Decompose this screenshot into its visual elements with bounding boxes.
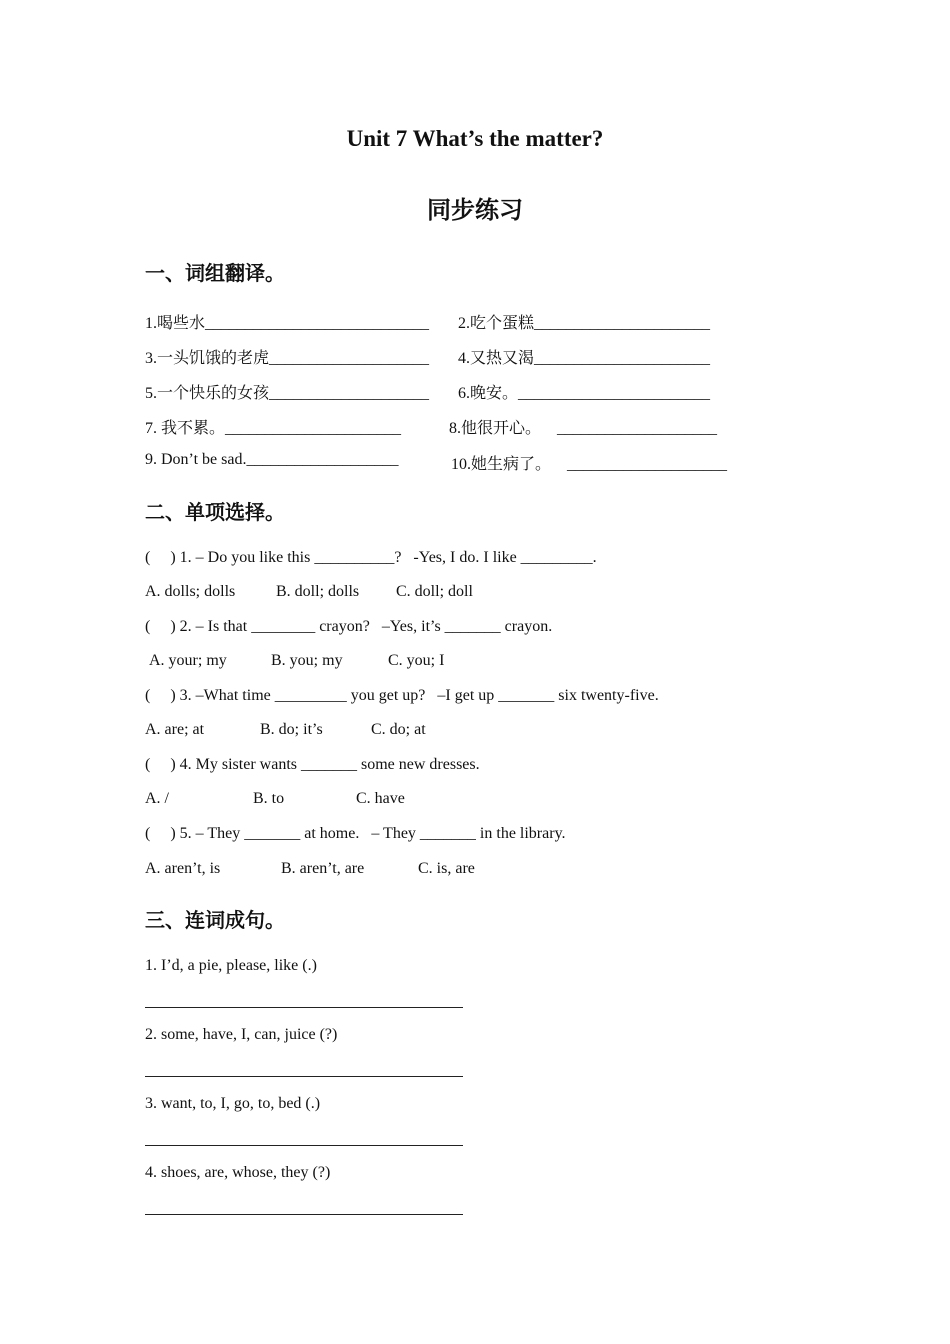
mc-q2-option-b: B. you; my <box>271 652 343 669</box>
section-3-heading: 三、连词成句。 <box>145 908 285 932</box>
sentence-item-3: 3. want, to, I, go, to, bed (.) <box>145 1095 321 1112</box>
answer-line-3[interactable] <box>145 1145 463 1146</box>
mc-q3-option-a: A. are; at <box>145 721 205 738</box>
answer-line-4[interactable] <box>145 1214 463 1215</box>
mc-q4-option-c: C. have <box>356 790 405 807</box>
mc-q3-option-b: B. do; it’s <box>260 721 323 738</box>
mc-q4-option-b: B. to <box>253 790 285 807</box>
section-2-heading: 二、单项选择。 <box>145 500 285 524</box>
mc-q1-option-c: C. doll; doll <box>396 583 473 600</box>
mc-question-1: ( ) 1. – Do you like this __________? -Yes, I do. I like _________. <box>145 549 597 566</box>
mc-q2-option-c: C. you; I <box>388 652 445 669</box>
mc-question-4: ( ) 4. My sister wants _______ some new dresses. <box>145 756 480 773</box>
worksheet-title: Unit 7 What’s the matter? <box>346 126 604 151</box>
translation-item-3: 3.一头饥饿的老虎____________________ <box>145 350 430 367</box>
section-1-heading: 一、词组翻译。 <box>145 261 285 285</box>
mc-question-3: ( ) 3. –What time _________ you get up? –I get up _______ six twenty-five. <box>145 687 659 704</box>
mc-q5-option-a: A. aren’t, is <box>145 860 221 877</box>
translation-item-5: 5.一个快乐的女孩____________________ <box>145 385 430 402</box>
translation-item-7: 7. 我不累。______________________ <box>145 420 402 437</box>
answer-line-2[interactable] <box>145 1076 463 1077</box>
mc-q1-option-b: B. doll; dolls <box>276 583 360 600</box>
translation-item-1: 1.喝些水____________________________ <box>145 315 430 332</box>
mc-question-5: ( ) 5. – They _______ at home. – They _______ in the library. <box>145 825 566 842</box>
translation-item-2: 2.吃个蛋糕______________________ <box>458 315 711 332</box>
mc-q1-option-a: A. dolls; dolls <box>145 583 236 600</box>
translation-item-4: 4.又热又渴______________________ <box>458 350 711 367</box>
translation-item-6: 6.晚安。________________________ <box>458 385 711 402</box>
translation-item-9: 9. Don’t be sad.___________________ <box>145 451 399 468</box>
mc-q2-option-a: A. your; my <box>149 652 227 669</box>
sentence-item-1: 1. I’d, a pie, please, like (.) <box>145 957 317 974</box>
mc-q3-option-c: C. do; at <box>371 721 426 738</box>
mc-question-2: ( ) 2. – Is that ________ crayon? –Yes, it’s _______ crayon. <box>145 618 553 635</box>
mc-q4-option-a: A. / <box>145 790 169 807</box>
worksheet-subtitle: 同步练习 <box>427 196 523 224</box>
answer-line-1[interactable] <box>145 1007 463 1008</box>
mc-q5-option-b: B. aren’t, are <box>281 860 365 877</box>
translation-item-10: 10.她生病了。 ____________________ <box>451 456 728 473</box>
translation-item-8: 8.他很开心。 ____________________ <box>449 420 718 437</box>
sentence-item-2: 2. some, have, I, can, juice (?) <box>145 1026 338 1043</box>
mc-q5-option-c: C. is, are <box>418 860 475 877</box>
sentence-item-4: 4. shoes, are, whose, they (?) <box>145 1164 331 1181</box>
